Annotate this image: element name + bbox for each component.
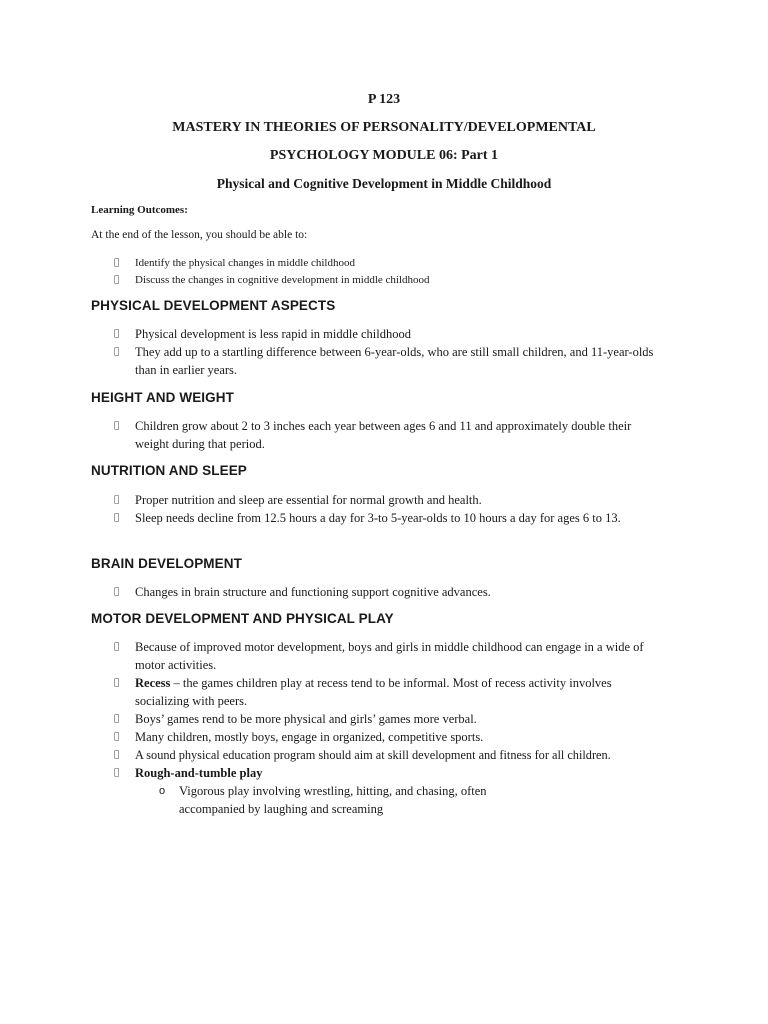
item-text: Children grow about 2 to 3 inches each year between ages 6 and 11 and approximately double their weight during that period. xyxy=(135,419,632,451)
bullet-icon xyxy=(114,272,124,288)
item-text xyxy=(135,765,694,783)
course-code: P 123 xyxy=(367,92,401,107)
learning-outcomes-intro: At the end of the lesson, you should be able to: xyxy=(91,229,308,241)
bullet-icon xyxy=(114,326,124,344)
item-text: Because of improved motor development, boys and girls in middle childhood can engage in a wide of motor activities. xyxy=(135,640,644,672)
title-line-1: MASTERY IN THEORIES OF PERSONALITY/DEVELOPMENTAL xyxy=(172,120,596,135)
item-text: Many children, mostly boys, engage in organized, competitive sports. xyxy=(135,730,484,744)
sub-item-text: Vigorous play involving wrestling, hitting, and chasing, often accompanied by laughing and screaming xyxy=(179,784,487,816)
rough-and-tumble-term: Rough-and-tumble play xyxy=(135,766,263,780)
bullet-icon xyxy=(114,510,124,528)
section-heading-physical: PHYSICAL DEVELOPMENT ASPECTS xyxy=(91,298,336,313)
item-text: They add up to a startling difference between 6-year-olds, who are still small children, and 11-year-olds than in earlier years. xyxy=(135,345,654,377)
list-item xyxy=(114,675,634,710)
learning-outcomes-heading: Learning Outcomes: xyxy=(91,204,188,216)
list-item xyxy=(114,326,694,344)
section-heading-height: HEIGHT AND WEIGHT xyxy=(91,390,234,405)
list-item xyxy=(114,765,694,783)
recess-term: Recess xyxy=(135,676,171,690)
section-heading-motor: MOTOR DEVELOPMENT AND PHYSICAL PLAY xyxy=(91,611,394,626)
outcome-text: Discuss the changes in cognitive development in middle childhood xyxy=(135,274,430,286)
sub-list-item xyxy=(159,783,529,818)
bullet-icon xyxy=(114,492,124,510)
bullet-icon xyxy=(114,711,124,729)
list-item xyxy=(114,418,634,453)
list-item xyxy=(114,492,694,510)
item-text: A sound physical education program should aim at skill development and fitness for all children. xyxy=(135,748,611,762)
bullet-icon xyxy=(114,765,124,783)
title-line-2: PSYCHOLOGY MODULE 06: Part 1 xyxy=(269,148,499,163)
item-text: Sleep needs decline from 12.5 hours a day for 3-to 5-year-olds to 10 hours a day for ages 6 to 13. xyxy=(135,511,621,525)
list-item xyxy=(114,711,694,729)
list-item xyxy=(114,510,666,528)
item-text: Boys’ games rend to be more physical and girls’ games more verbal. xyxy=(135,712,477,726)
bullet-icon xyxy=(114,255,124,271)
list-item xyxy=(114,255,694,271)
list-item xyxy=(114,584,694,602)
bullet-icon xyxy=(114,729,124,747)
item-text xyxy=(135,675,634,710)
item-text: Changes in brain structure and functioning support cognitive advances. xyxy=(135,585,491,599)
section-heading-nutrition: NUTRITION AND SLEEP xyxy=(91,463,247,478)
bullet-icon xyxy=(114,418,124,436)
outcome-text: Identify the physical changes in middle childhood xyxy=(135,257,355,269)
list-item xyxy=(114,272,694,288)
list-item xyxy=(114,639,674,674)
bullet-icon xyxy=(114,747,124,765)
section-heading-brain: BRAIN DEVELOPMENT xyxy=(91,556,242,571)
bullet-icon xyxy=(114,344,124,362)
lesson-title: Physical and Cognitive Development in Middle Childhood xyxy=(216,176,552,191)
list-item xyxy=(114,729,694,747)
hollow-bullet-icon: o xyxy=(159,785,166,797)
list-item xyxy=(114,344,654,379)
bullet-icon xyxy=(114,584,124,602)
recess-description: – the games children play at recess tend to be informal. Most of recess activity involves socializing with peers. xyxy=(135,676,612,708)
item-text: Physical development is less rapid in middle childhood xyxy=(135,327,412,341)
bullet-icon xyxy=(114,639,124,657)
bullet-icon xyxy=(114,675,124,693)
list-item xyxy=(114,747,754,765)
item-text: Proper nutrition and sleep are essential for normal growth and health. xyxy=(135,493,482,507)
